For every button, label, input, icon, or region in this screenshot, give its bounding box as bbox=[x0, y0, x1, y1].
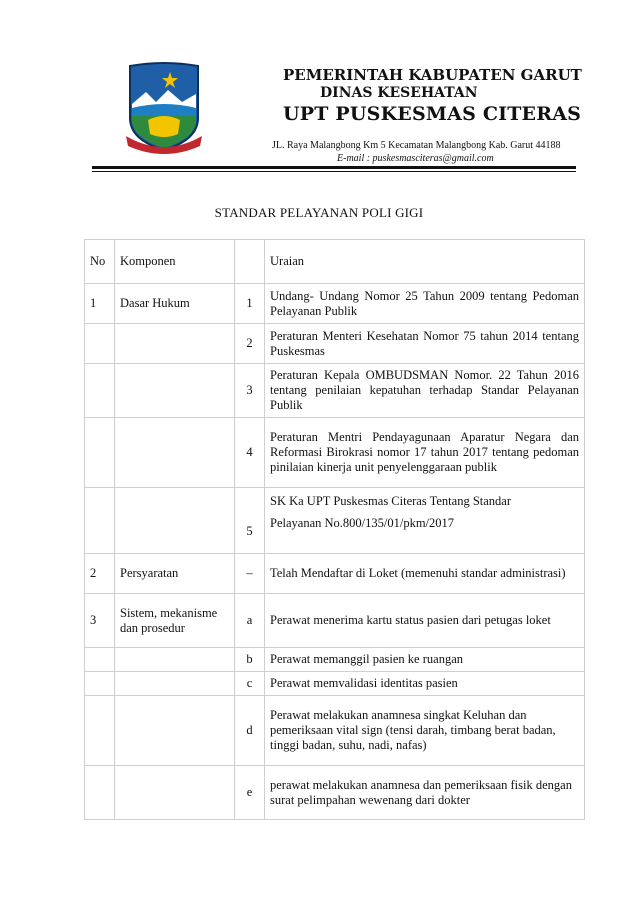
org-line-3: UPT PUSKESMAS CITERAS bbox=[283, 103, 582, 125]
cell-sub: a bbox=[235, 594, 265, 648]
cell-sub: – bbox=[235, 554, 265, 594]
cell-no bbox=[85, 672, 115, 696]
cell-no: 2 bbox=[85, 554, 115, 594]
cell-no bbox=[85, 488, 115, 554]
cell-uraian: Perawat memanggil pasien ke ruangan bbox=[265, 648, 585, 672]
email: E-mail : puskesmasciteras@gmail.com bbox=[337, 153, 494, 164]
address: JL. Raya Malangbong Km 5 Kecamatan Malangbong Kab. Garut 44188 bbox=[272, 140, 561, 151]
table-header-row bbox=[85, 240, 585, 284]
cell-komponen bbox=[115, 324, 235, 364]
cell-komponen bbox=[115, 418, 235, 488]
cell-komponen bbox=[115, 488, 235, 554]
cell-uraian: Perawat memvalidasi identitas pasien bbox=[265, 672, 585, 696]
header-no: No bbox=[85, 240, 115, 284]
table-row bbox=[85, 554, 585, 594]
cell-sub: b bbox=[235, 648, 265, 672]
cell-uraian: Perawat melakukan anamnesa singkat Keluhan dan pemeriksaan vital sign (tensi darah, timbang berat badan, tinggi badan, suhu, nadi, nafas) bbox=[265, 696, 585, 766]
cell-sub: e bbox=[235, 766, 265, 820]
cell-no bbox=[85, 696, 115, 766]
cell-uraian: perawat melakukan anamnesa dan pemeriksaan fisik dengan surat pelimpahan wewenang dari dokter bbox=[265, 766, 585, 820]
table-row bbox=[85, 418, 585, 488]
cell-komponen bbox=[115, 648, 235, 672]
cell-komponen: Dasar Hukum bbox=[115, 284, 235, 324]
cell-komponen bbox=[115, 696, 235, 766]
cell-komponen bbox=[115, 364, 235, 418]
cell-no bbox=[85, 324, 115, 364]
letterhead bbox=[0, 0, 638, 175]
cell-no bbox=[85, 648, 115, 672]
table-row bbox=[85, 324, 585, 364]
cell-uraian: Peraturan Menteri Kesehatan Nomor 75 tahun 2014 tentang Puskesmas bbox=[265, 324, 585, 364]
cell-sub: 1 bbox=[235, 284, 265, 324]
uraian-line: SK Ka UPT Puskesmas Citeras Tentang Standar bbox=[270, 494, 512, 508]
table-row bbox=[85, 364, 585, 418]
cell-sub: 5 bbox=[235, 488, 265, 554]
cell-uraian: Undang- Undang Nomor 25 Tahun 2009 tentang Pedoman Pelayanan Publik bbox=[265, 284, 585, 324]
letterhead-divider-thick bbox=[92, 166, 576, 169]
letterhead-divider-thin bbox=[92, 171, 576, 172]
table-row bbox=[85, 672, 585, 696]
cell-sub: 2 bbox=[235, 324, 265, 364]
org-line-1: PEMERINTAH KABUPATEN GARUT bbox=[283, 66, 582, 84]
table-row bbox=[85, 696, 585, 766]
document-title: STANDAR PELAYANAN POLI GIGI bbox=[214, 205, 424, 220]
header-komponen: Komponen bbox=[115, 240, 235, 284]
cell-uraian: Peraturan Kepala OMBUDSMAN Nomor. 22 Tahun 2016 tentang penilaian kepatuhan terhadap Standar Pelayanan Publik bbox=[265, 364, 585, 418]
cell-komponen bbox=[115, 672, 235, 696]
table-row bbox=[85, 488, 585, 554]
cell-uraian bbox=[265, 488, 585, 554]
cell-uraian: Telah Mendaftar di Loket (memenuhi standar administrasi) bbox=[265, 554, 585, 594]
cell-sub: c bbox=[235, 672, 265, 696]
cell-no: 1 bbox=[85, 284, 115, 324]
kabupaten-garut-emblem-icon bbox=[124, 62, 204, 156]
cell-sub: 3 bbox=[235, 364, 265, 418]
org-line-2: DINAS KESEHATAN bbox=[320, 85, 478, 101]
standard-table bbox=[84, 239, 585, 820]
table-row bbox=[85, 648, 585, 672]
cell-no bbox=[85, 418, 115, 488]
cell-sub: 4 bbox=[235, 418, 265, 488]
cell-no bbox=[85, 364, 115, 418]
cell-komponen: Persyaratan bbox=[115, 554, 235, 594]
cell-komponen: Sistem, mekanisme dan prosedur bbox=[115, 594, 235, 648]
cell-komponen bbox=[115, 766, 235, 820]
cell-no: 3 bbox=[85, 594, 115, 648]
table-row bbox=[85, 284, 585, 324]
cell-uraian: Perawat menerima kartu status pasien dari petugas loket bbox=[265, 594, 585, 648]
cell-sub: d bbox=[235, 696, 265, 766]
cell-no bbox=[85, 766, 115, 820]
table-row bbox=[85, 594, 585, 648]
uraian-line: Pelayanan No.800/135/01/pkm/2017 bbox=[270, 516, 455, 530]
cell-uraian: Peraturan Mentri Pendayagunaan Aparatur Negara dan Reformasi Birokrasi nomor 17 tahun 2017 tentang pedoman pinilaian kinerja unit penyelenggaraan publik bbox=[265, 418, 585, 488]
header-sub bbox=[235, 240, 265, 284]
table-row bbox=[85, 766, 585, 820]
header-uraian: Uraian bbox=[265, 240, 585, 284]
